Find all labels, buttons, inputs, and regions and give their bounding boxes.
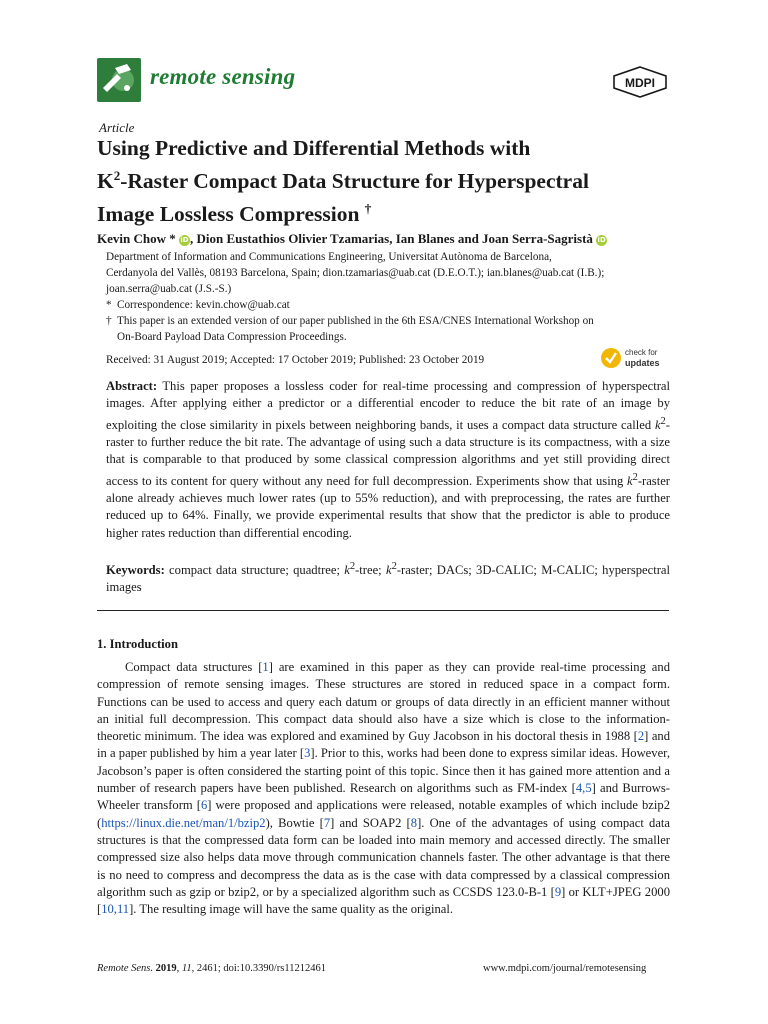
- keywords: [106, 558, 670, 597]
- affiliations: [106, 249, 676, 345]
- check-for-label: check for: [625, 348, 658, 357]
- abstract-k-sup: 2: [632, 471, 638, 483]
- keywords-label: Keywords:: [106, 563, 165, 578]
- article-type: Article: [99, 120, 135, 135]
- intro-text: ]. One of the advantages of using compact data structures is that the compressed data form can be loaded into main memory and accessed directly. The smaller compressed size also helps data move through communication channels faster. The other advantage is that there is no need to compress and decompress the data as is the case with data compressed by a classical compression algorithm such as gzip or bzip2, or by a specialized algorithm such as CCSDS 123.0-B-1 [: [97, 815, 671, 899]
- footer-citation: Remote Sens. 2019, 11, 2461; doi:10.3390/rs11212461: [97, 963, 326, 974]
- author-list: [97, 231, 607, 247]
- intro-text: ] and SOAP2 [: [330, 815, 411, 830]
- citation-link[interactable]: 2: [637, 729, 645, 744]
- title-dagger: †: [364, 201, 372, 217]
- version-note-symbol: †: [106, 315, 112, 327]
- paper-title: [97, 135, 697, 228]
- citation-link[interactable]: 4,5: [575, 781, 592, 796]
- journal-logo-icon: [97, 58, 141, 102]
- author-1: Kevin Chow *: [97, 231, 176, 246]
- abstract-k: k: [626, 473, 633, 488]
- check-for-updates-badge[interactable]: [600, 345, 675, 371]
- correspondence: [106, 297, 676, 313]
- section-divider: [97, 610, 669, 611]
- version-note: [106, 313, 676, 329]
- title-line-3: Image Lossless Compression: [97, 202, 360, 227]
- keywords-k-sup: 2: [349, 561, 356, 572]
- citation-link[interactable]: 3: [304, 746, 311, 761]
- title-line-2-post: -Raster Compact Data Structure for Hyperspectral: [120, 169, 589, 194]
- abstract: [106, 378, 670, 542]
- footer-journal-url[interactable]: www.mdpi.com/journal/remotesensing: [483, 963, 647, 974]
- abstract-label: Abstract:: [106, 379, 158, 393]
- affiliation-line-1: Department of Information and Communications Engineering, Universitat Autònoma de Barcelona,: [106, 251, 552, 263]
- orcid-icon[interactable]: iD: [180, 236, 189, 244]
- intro-text: ]. The resulting image will have the same quality as the original.: [129, 902, 454, 917]
- version-note-line-1: This paper is an extended version of our paper published in the 6th ESA/CNES International Workshop on: [117, 315, 594, 327]
- correspondence-text[interactable]: Correspondence: kevin.chow@uab.cat: [117, 299, 290, 311]
- intro-text: Compact data structures [: [125, 660, 263, 674]
- keywords-k: k: [385, 563, 392, 578]
- bzip2-url-link[interactable]: https://linux.die.net/man/1/bzip2: [101, 815, 266, 830]
- keywords-text-2: -tree;: [355, 563, 386, 578]
- abstract-k: k: [654, 417, 661, 432]
- keywords-k-sup: 2: [391, 561, 397, 572]
- publisher-name: MDPI: [625, 76, 655, 90]
- title-line-2-pre: K: [97, 169, 114, 194]
- version-note-line-2: On-Board Payload Data Compression Proceedings.: [117, 331, 347, 343]
- abstract-text-2: -raster to further reduce the bit rate. The advantage of using such a data structure is its compactness, with a size that is comparable to that produced by some classical compression algorithms and yet still providing direct access to its content for query without any need for full decompression. Experiments show that using: [106, 417, 670, 488]
- keywords-text-1: compact data structure; quadtree;: [164, 563, 345, 578]
- affiliation-line-3: joan.serra@uab.cat (J.S.-S.): [106, 283, 232, 295]
- title-line-1: Using Predictive and Differential Methods with: [97, 136, 531, 160]
- citation-link[interactable]: 10,11: [101, 902, 130, 917]
- publisher-logo-icon: [612, 66, 668, 98]
- abstract-text-1: This paper proposes a lossless coder for real-time processing and compression of hyperspectral images. After applying either a predictor or a differential encoder to reduce the bit rate of an image by exploiting the close similarity in pixels between neighboring bands, it uses a compact data structure called: [106, 379, 670, 432]
- updates-label: updates: [625, 358, 660, 368]
- citation-link[interactable]: 8: [410, 815, 418, 830]
- introduction-paragraph: [97, 659, 670, 918]
- intro-text: ]. Prior to this, works had been done to express similar ideas. However, Jacobson’s paper is often considered the starting point of this topic. Since then it has gained more attention and a number of research papers have been published. Research on algorithms such as FM-index [: [97, 746, 670, 796]
- citation-link[interactable]: 7: [323, 815, 331, 830]
- citation-link[interactable]: 1: [262, 660, 269, 674]
- footer-doi: , 2461; doi:10.3390/rs11212461: [191, 963, 326, 974]
- section-heading: 1. Introduction: [97, 637, 178, 651]
- affiliation-line-2: Cerdanyola del Vallès, 08193 Barcelona, Spain; dion.tzamarias@uab.cat (D.E.O.T.); ian.blanes@uab.cat (I.B.);: [106, 267, 605, 279]
- footer-year: 2019: [155, 963, 177, 974]
- abstract-text-3: -raster alone already achieves much lower rates (up to 55% reduction), and with preprocessing, the rates are further reduced up to 64%. Finally, we provide experimental results that show that the predictor is able to produce higher rates reduction than differential encoding.: [106, 473, 670, 540]
- orcid-icon[interactable]: iD: [597, 236, 606, 244]
- intro-text: ), Bowtie [: [265, 815, 324, 830]
- keywords-k: k: [344, 563, 350, 578]
- author-rest: , Dion Eustathios Olivier Tzamarias, Ian Blanes and Joan Serra-Sagristà: [189, 231, 593, 246]
- intro-text: ] and in a paper published by him a year later [: [97, 729, 670, 761]
- intro-text: ] were proposed and applications were released, notable examples of which include bzip2 (: [97, 798, 670, 830]
- citation-link[interactable]: 9: [554, 884, 562, 899]
- correspondence-symbol: *: [106, 299, 112, 311]
- title-superscript: 2: [113, 168, 121, 183]
- footer-journal: Remote Sens.: [97, 963, 153, 974]
- footer-volume: 11: [181, 963, 192, 974]
- intro-text: ] or KLT+JPEG 2000 [: [97, 884, 670, 917]
- journal-name: remote sensing: [150, 64, 296, 89]
- citation-link[interactable]: 6: [200, 798, 208, 813]
- intro-text: ] and Burrows-Wheeler transform [: [97, 781, 670, 813]
- keywords-text-3: -raster; DACs; 3D-CALIC; M-CALIC; hyperspectral images: [106, 563, 670, 595]
- abstract-k-sup: 2: [660, 415, 666, 427]
- intro-text: ] are examined in this paper as they can provide real-time processing and compression of remote sensing images. These structures are stored in reduced space in a compact form. Functions can be used to access and query each datum or groups of data directly in an efficient manner without an initial full decompression. This compact data should also have a size which is close to the information-theoretic minimum. The idea was explored and examined by Guy Jacobson in his doctoral thesis in 1988 [: [97, 660, 670, 744]
- publication-dates: Received: 31 August 2019; Accepted: 17 October 2019; Published: 23 October 2019: [106, 354, 485, 366]
